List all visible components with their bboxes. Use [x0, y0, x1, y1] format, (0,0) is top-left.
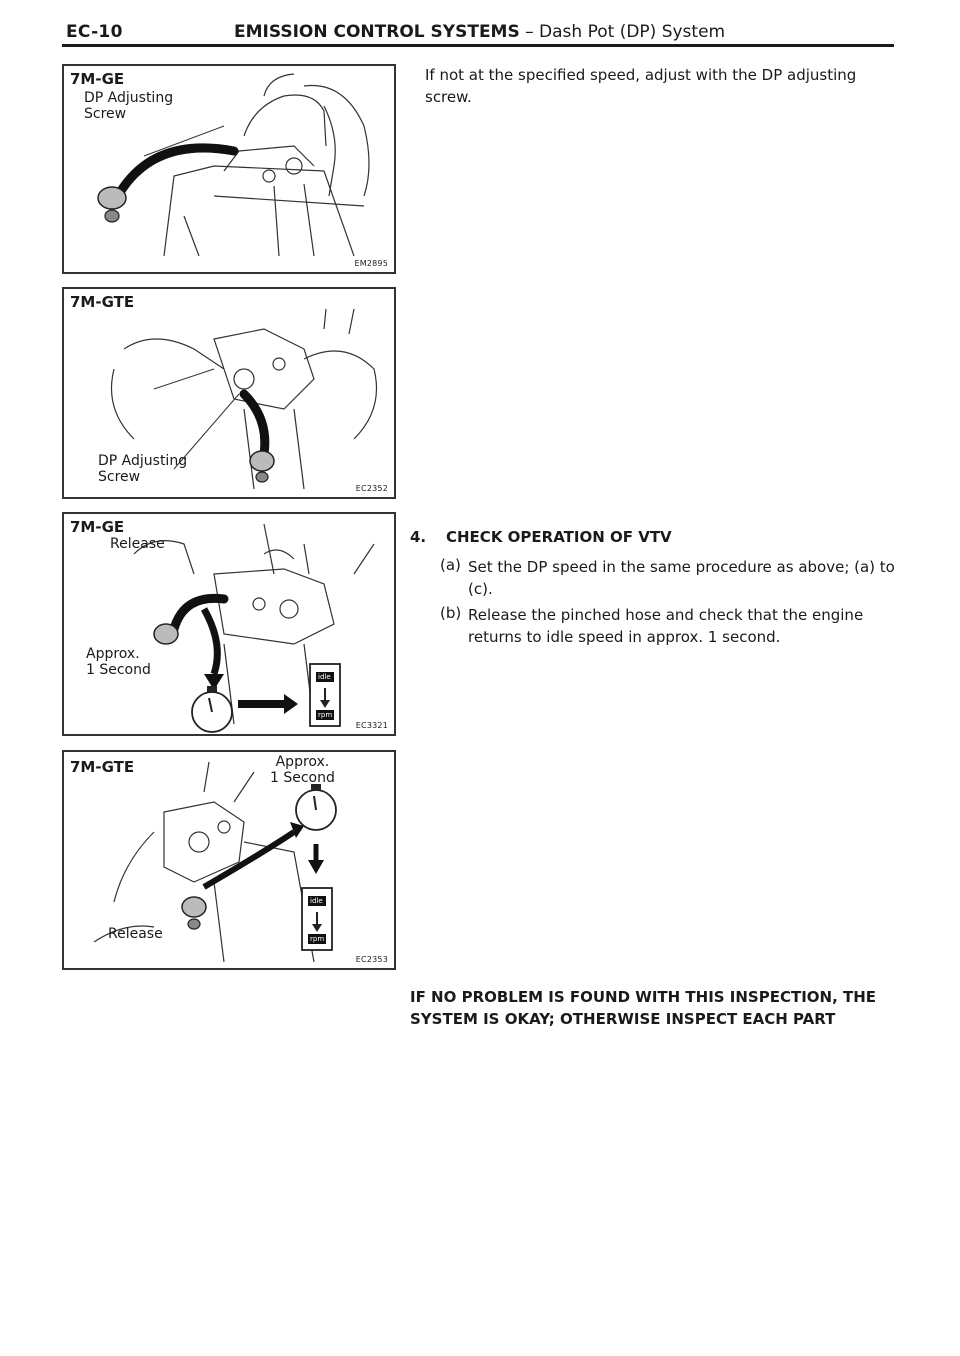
- figure-4-release-label: Release: [108, 926, 163, 942]
- figure-4-code: EC2353: [355, 955, 388, 964]
- figure-1-engine-label: 7M-GE: [70, 70, 125, 88]
- figure-4-engine-label: 7M-GTE: [70, 758, 135, 776]
- figure-1-callout: DP Adjusting Screw: [84, 90, 174, 123]
- figure-7m-ge-adjust: [62, 64, 396, 274]
- header-title: [234, 22, 725, 42]
- step-item-b-label: (b): [440, 604, 462, 622]
- header-subsection: Dash Pot (DP) System: [539, 22, 726, 42]
- step-item-a-text: Set the DP speed in the same procedure as above; (a) to (c).: [468, 558, 895, 598]
- figure-4-time-label: Approx. 1 Second: [270, 754, 335, 787]
- figure-3-time-label: Approx. 1 Second: [86, 646, 151, 679]
- figure-1-code: EM2895: [354, 259, 388, 268]
- figure-4-gauge-idle: idle: [310, 897, 323, 905]
- step-title: CHECK OPERATION OF VTV: [446, 528, 672, 546]
- intro-paragraph: If not at the specified speed, adjust with the DP adjusting screw.: [425, 66, 857, 106]
- figure-3-gauge-rpm: rpm: [318, 711, 333, 719]
- figure-3-gauge-idle: idle: [318, 673, 331, 681]
- figure-3-release-label: Release: [110, 536, 165, 552]
- figure-4-gauge-rpm: rpm: [310, 935, 325, 943]
- figure-2-callout: DP Adjusting Screw: [98, 453, 188, 486]
- figure-7m-gte-adjust: [62, 287, 396, 499]
- figure-7m-ge-release: [62, 512, 396, 736]
- figure-2-engine-label: 7M-GTE: [70, 293, 135, 311]
- step-item-b-text: Release the pinched hose and check that the engine returns to idle speed in approx. 1 second.: [468, 606, 864, 646]
- header-rule: [62, 44, 894, 47]
- step-item-a-label: (a): [440, 556, 461, 574]
- figure-3-code: EC3321: [355, 721, 388, 730]
- figure-7m-gte-release: [62, 750, 396, 970]
- step-number: 4.: [410, 528, 427, 546]
- figure-3-engine-label: 7M-GE: [70, 518, 125, 536]
- conclusion-note: IF NO PROBLEM IS FOUND WITH THIS INSPECTION, THE SYSTEM IS OKAY; OTHERWISE INSPECT EACH PART: [410, 988, 877, 1028]
- figure-2-code: EC2352: [355, 484, 388, 493]
- header-separator: –: [525, 22, 534, 42]
- header-section: EMISSION CONTROL SYSTEMS: [234, 22, 520, 42]
- page-code: EC-10: [66, 22, 123, 42]
